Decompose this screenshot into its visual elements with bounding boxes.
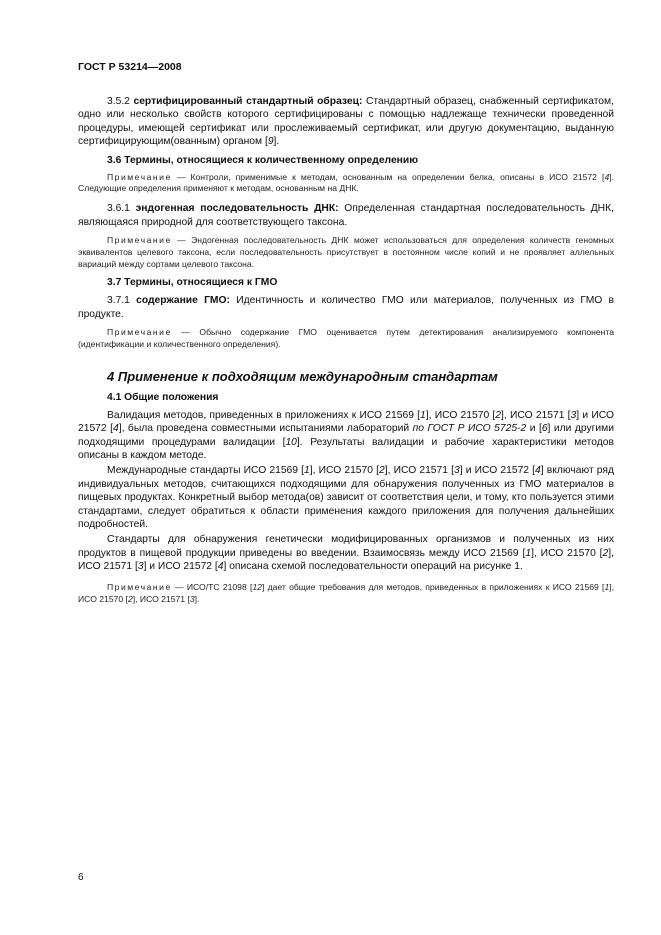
text: ], ИСО 21570 [ [309,465,379,477]
reference: 1 [304,465,310,477]
note-label: Примечание [107,327,172,338]
text: ] и ИСО 21572 [ [143,561,218,573]
clause-number: 3.6.1 [107,203,130,215]
reference: 1 [420,409,426,421]
section-heading-3-7: 3.7 Термины, относящиеся к ГМО [107,277,278,289]
section-heading-4: 4 Применение к подходящим международным стандартам [107,368,498,384]
term: сертифицированный стандартный образец: [133,96,363,107]
reference: 2 [495,409,502,421]
text: ] и ИСО 21572 [ [78,409,614,435]
reference: 3 [189,593,195,604]
reference: 2 [379,465,385,477]
text: ], ИСО 21570 [ [531,547,603,559]
note-label: Примечание [107,581,172,592]
text: Валидация методов, приведенных в приложениях к ИСО 21569 [ [107,409,421,421]
clause-number: 3.5.2 [107,96,130,107]
paragraph [78,409,614,463]
text: Стандарты для обнаружения генетически модифицированных организмов и полученных из них продуктов в пищевой продукции приведены во введении. Взаимосвязь между ИСО 21569 [ [78,534,614,559]
note-text: — Обычно содержание ГМО оценивается путем детектирования анализируемого компонента (идентификации и количественного определения). [78,327,614,350]
note [78,235,614,270]
text: ] включают ряд индивидуальных методов, считающихся подходящими для обнаружения полученных из ГМО материалов в пищевых продуктах. Конкретный выбор метода(ов) зависит от соответствия цели, и тому, кто пользуется этими стандартами, следует обратиться к области применения каждого приложения для получения дальнейших подробностей. [78,465,615,531]
reference: 12 [252,581,262,592]
document-header: ГОСТ Р 53214—2008 [78,61,182,73]
note-text: ]. [194,593,200,604]
reference: 4 [535,465,541,477]
definition: Стандартный образец, снабженный сертификатом, одно или несколько свойств которого сертифицированы с помощью надлежаще технически проведенной процедуры, имеющей сертификат или прослеживаемый сертификат, или другую документацию, выданную сертифицирующим(ованным) органом [ [78,96,614,148]
note-text: ], ИСО 21570 [ [78,581,614,604]
reference: 1 [604,581,610,592]
reference: 9 [267,136,274,148]
text: ]. Результаты валидации и рабочие характеристики методов описаны в каждом методе. [78,436,614,462]
definition: Определенная стандартная последовательность ДНК, являющаяся природной для соответствующего таксона. [78,203,614,228]
reference: 3 [570,409,577,421]
text: ], ИСО 21571 [ [501,409,571,421]
text: ] или другими подходящими процедурами валидации [ [78,423,615,448]
note [78,172,614,196]
paragraph [78,533,614,573]
note-text: — ИСО/ТС 21098 [ [171,581,253,592]
note-text: ]. Следующие определения применяют к методам, основанным на ДНК. [78,171,614,194]
note-text: — Эндогенная последовательность ДНК может использоваться для определения количеств геномных эквивалентов целевого таксона, если последовательность присутствует в постоянном числе копий и не проявляет аллельных вариаций между сортами целевого таксона. [78,235,614,269]
reference-close: ]. [273,136,280,148]
standard-reference: по ГОСТ Р ИСО 5725-2 [412,423,527,435]
section-heading-4-1: 4.1 Общие положения [107,391,219,403]
note-text: ], ИСО 21571 [ [132,593,190,604]
document-body [78,95,614,612]
definition: Идентичность и количество ГМО или материалов, полученных из ГМО в продукте. [78,295,614,320]
reference: 2 [127,593,133,604]
section-heading-3-6: 3.6 Термины, относящиеся к количественному определению [107,154,419,166]
text: ] описана схемой последовательности операций на рисунке 1. [223,561,523,573]
note-label: Примечание [107,235,172,246]
text: Международные стандарты ИСО 21569 [ [107,465,304,477]
page-number: 6 [78,872,84,883]
text: ] и ИСО 21572 [ [459,465,536,477]
reference: 1 [525,547,532,559]
reference: 10 [285,436,297,448]
note-label: Примечание [107,171,172,182]
clause-3-7-1 [78,294,614,321]
note [78,582,614,606]
reference: 4 [604,171,610,182]
clause-3-6-1 [78,202,614,229]
clause-number: 3.7.1 [107,295,130,307]
text: ], ИСО 21571 [ [78,547,615,573]
term: эндогенная последовательность ДНК: [135,203,339,215]
note-text: — Контроли, применимые к методам, основанным на определении белка, описаны в ИСО 21572 [ [171,171,605,182]
note [78,327,614,351]
paragraph [78,464,614,531]
reference: 6 [541,423,548,435]
reference: 3 [137,561,144,573]
text: ], ИСО 21571 [ [384,465,454,477]
reference: 3 [454,465,460,477]
note-text: ] дает общие требования для методов, приведенных в приложениях к ИСО 21569 [ [261,581,605,592]
clause-3-5-2 [78,95,614,149]
term: содержание ГМО: [136,295,230,307]
reference: 4 [112,423,119,435]
reference: 2 [602,547,609,559]
text: и [ [526,423,542,435]
text: ], была проведена совместными испытаниями лабораторий [118,423,413,435]
section-4-1-body [78,409,614,574]
text: ], ИСО 21570 [ [425,409,496,421]
reference: 4 [217,561,224,573]
